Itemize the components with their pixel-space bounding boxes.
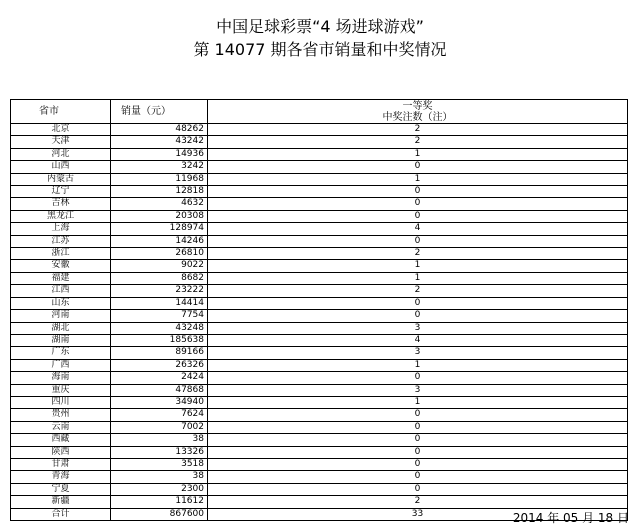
province-cell: 广东 [11, 347, 111, 359]
sales-cell: 185638 [111, 334, 208, 346]
province-cell: 贵州 [11, 409, 111, 421]
sales-cell: 14414 [111, 297, 208, 309]
province-cell: 陕西 [11, 446, 111, 458]
winners-cell: 0 [208, 409, 628, 421]
sales-cell: 8682 [111, 272, 208, 284]
sales-cell: 26810 [111, 248, 208, 260]
sales-cell: 38 [111, 434, 208, 446]
table-row [11, 198, 628, 210]
winners-cell: 2 [208, 496, 628, 508]
table-row [11, 409, 628, 421]
winners-cell: 0 [208, 471, 628, 483]
table-row [11, 173, 628, 185]
sales-cell: 7002 [111, 421, 208, 433]
winners-cell: 0 [208, 235, 628, 247]
province-cell: 山东 [11, 297, 111, 309]
table-row [11, 235, 628, 247]
table-row [11, 471, 628, 483]
sales-cell: 11968 [111, 173, 208, 185]
province-cell: 山西 [11, 161, 111, 173]
table-row [11, 272, 628, 284]
winners-cell: 0 [208, 434, 628, 446]
province-cell: 河南 [11, 310, 111, 322]
sales-cell: 20308 [111, 210, 208, 222]
winners-cell: 0 [208, 210, 628, 222]
header-province: 省市 [11, 100, 111, 124]
winners-cell: 33 [208, 508, 628, 520]
province-cell: 湖南 [11, 334, 111, 346]
province-cell: 四川 [11, 396, 111, 408]
sales-cell: 14936 [111, 148, 208, 160]
sales-cell: 9022 [111, 260, 208, 272]
table-row [11, 458, 628, 470]
winners-cell: 0 [208, 186, 628, 198]
province-cell: 广西 [11, 359, 111, 371]
table-row [11, 446, 628, 458]
header-winners [208, 100, 628, 124]
table-row [11, 161, 628, 173]
header-prize-level: 一等奖 [402, 100, 433, 112]
table-row [11, 223, 628, 235]
sales-cell: 43242 [111, 136, 208, 148]
table-row [11, 186, 628, 198]
winners-cell: 1 [208, 260, 628, 272]
sales-cell: 26326 [111, 359, 208, 371]
province-cell: 辽宁 [11, 186, 111, 198]
province-cell: 安徽 [11, 260, 111, 272]
table-row [11, 359, 628, 371]
province-cell: 青海 [11, 471, 111, 483]
sales-cell: 38 [111, 471, 208, 483]
table-row [11, 210, 628, 222]
sales-cell: 128974 [111, 223, 208, 235]
province-cell: 北京 [11, 124, 111, 136]
sales-cell: 867600 [111, 508, 208, 520]
winners-cell: 1 [208, 148, 628, 160]
table-row [11, 297, 628, 309]
province-cell: 内蒙古 [11, 173, 111, 185]
table-row [11, 396, 628, 408]
province-cell: 云南 [11, 421, 111, 433]
sales-cell: 12818 [111, 186, 208, 198]
winners-cell: 1 [208, 396, 628, 408]
province-cell: 重庆 [11, 384, 111, 396]
table-row [11, 124, 628, 136]
table-row [11, 347, 628, 359]
province-cell: 江苏 [11, 235, 111, 247]
issue-date: 2014 年 05 月 18 日 [512, 511, 629, 525]
document-title: 中国足球彩票“4 场进球游戏” [216, 17, 424, 36]
table-row [11, 421, 628, 433]
winners-cell: 0 [208, 458, 628, 470]
sales-cell: 2424 [111, 372, 208, 384]
winners-cell: 0 [208, 372, 628, 384]
winners-cell: 1 [208, 359, 628, 371]
province-cell: 吉林 [11, 198, 111, 210]
sales-cell: 7754 [111, 310, 208, 322]
table-row [11, 136, 628, 148]
sales-cell: 7624 [111, 409, 208, 421]
province-cell: 海南 [11, 372, 111, 384]
table-body [11, 124, 628, 521]
sales-table [10, 99, 628, 521]
table-row [11, 483, 628, 495]
winners-cell: 0 [208, 310, 628, 322]
table-row [11, 322, 628, 334]
winners-cell: 2 [208, 285, 628, 297]
sales-cell: 13326 [111, 446, 208, 458]
winners-cell: 2 [208, 136, 628, 148]
winners-cell: 0 [208, 297, 628, 309]
table-row [11, 285, 628, 297]
sales-cell: 89166 [111, 347, 208, 359]
winners-cell: 0 [208, 161, 628, 173]
document-subtitle: 第 14077 期各省市销量和中奖情况 [193, 40, 447, 59]
table-row [11, 310, 628, 322]
sales-cell: 43248 [111, 322, 208, 334]
header-winner-count: 中奖注数（注） [382, 111, 453, 123]
sales-cell: 14246 [111, 235, 208, 247]
table-row [11, 248, 628, 260]
winners-cell: 4 [208, 223, 628, 235]
winners-cell: 4 [208, 334, 628, 346]
province-cell: 甘肃 [11, 458, 111, 470]
province-cell: 江西 [11, 285, 111, 297]
table-row [11, 496, 628, 508]
winners-cell: 1 [208, 173, 628, 185]
sales-cell: 34940 [111, 396, 208, 408]
table-row [11, 148, 628, 160]
province-cell: 合计 [11, 508, 111, 520]
sales-cell: 4632 [111, 198, 208, 210]
province-cell: 天津 [11, 136, 111, 148]
winners-cell: 0 [208, 198, 628, 210]
winners-cell: 0 [208, 446, 628, 458]
table-row [11, 434, 628, 446]
winners-cell: 3 [208, 322, 628, 334]
sales-cell: 3242 [111, 161, 208, 173]
sales-cell: 11612 [111, 496, 208, 508]
winners-cell: 3 [208, 384, 628, 396]
table-row [11, 260, 628, 272]
province-cell: 河北 [11, 148, 111, 160]
sales-cell: 3518 [111, 458, 208, 470]
header-sales: 销量（元） [111, 100, 208, 124]
sales-cell: 23222 [111, 285, 208, 297]
table-row [11, 372, 628, 384]
table-row [11, 384, 628, 396]
winners-cell: 2 [208, 248, 628, 260]
province-cell: 上海 [11, 223, 111, 235]
province-cell: 福建 [11, 272, 111, 284]
table-header-row [11, 100, 628, 124]
winners-cell: 0 [208, 421, 628, 433]
table-row [11, 334, 628, 346]
province-cell: 浙江 [11, 248, 111, 260]
winners-cell: 2 [208, 124, 628, 136]
province-cell: 宁夏 [11, 483, 111, 495]
winners-cell: 3 [208, 347, 628, 359]
province-cell: 黑龙江 [11, 210, 111, 222]
winners-cell: 0 [208, 483, 628, 495]
sales-cell: 48262 [111, 124, 208, 136]
province-cell: 西藏 [11, 434, 111, 446]
province-cell: 湖北 [11, 322, 111, 334]
sales-cell: 47868 [111, 384, 208, 396]
winners-cell: 1 [208, 272, 628, 284]
sales-cell: 2300 [111, 483, 208, 495]
province-cell: 新疆 [11, 496, 111, 508]
